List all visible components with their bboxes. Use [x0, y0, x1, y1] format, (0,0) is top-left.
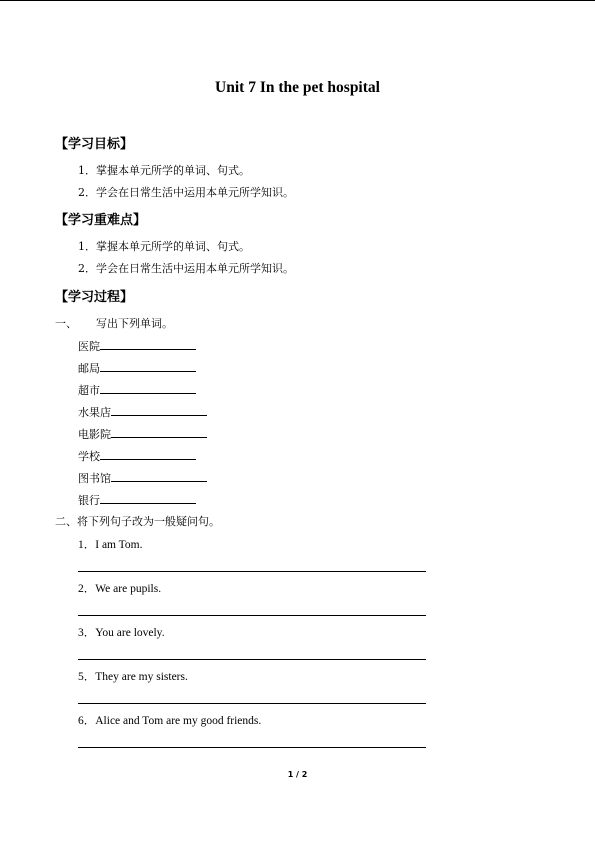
goal-item-2: 2．学会在日常生活中运用本单元所学知识。: [78, 186, 294, 199]
keypoints-heading: 【学习重难点】: [55, 213, 147, 228]
word-blank[interactable]: [100, 493, 196, 504]
page-number: 1 / 2: [287, 770, 308, 779]
word-label: 医院: [78, 340, 100, 353]
document-title: Unit 7 In the pet hospital: [215, 79, 380, 96]
word-blank[interactable]: [100, 339, 196, 350]
part1-number: 一、: [55, 317, 77, 330]
word-label: 超市: [78, 384, 100, 397]
word-item: [78, 405, 207, 420]
part2-instruction: 二、将下列句子改为一般疑问句。: [55, 515, 220, 528]
part1-instruction: 写出下列单词。: [96, 317, 173, 330]
answer-line[interactable]: [78, 615, 426, 616]
sentence-item: 1．I am Tom.: [78, 539, 143, 551]
word-label: 邮局: [78, 362, 100, 375]
word-item: [78, 427, 207, 442]
sentence-item: 2．We are pupils.: [78, 583, 162, 595]
sentence-item: 5．They are my sisters.: [78, 671, 188, 683]
process-heading: 【学习过程】: [55, 290, 134, 305]
word-blank[interactable]: [111, 405, 207, 416]
answer-line[interactable]: [78, 703, 426, 704]
word-blank[interactable]: [100, 449, 196, 460]
sentence-item: 3．You are lovely.: [78, 627, 165, 639]
word-item: [78, 383, 196, 398]
answer-line[interactable]: [78, 747, 426, 748]
page-top-border: [0, 0, 595, 1]
answer-line[interactable]: [78, 571, 426, 572]
goal-item-1: 1．掌握本单元所学的单词、句式。: [78, 164, 250, 177]
goals-heading: 【学习目标】: [55, 137, 134, 152]
sentence-item: 6．Alice and Tom are my good friends.: [78, 715, 262, 727]
word-label: 电影院: [78, 428, 111, 441]
word-label: 学校: [78, 450, 100, 463]
word-blank[interactable]: [111, 427, 207, 438]
word-label: 图书馆: [78, 472, 111, 485]
answer-line[interactable]: [78, 659, 426, 660]
keypoint-item-2: 2．学会在日常生活中运用本单元所学知识。: [78, 262, 294, 275]
word-blank[interactable]: [100, 361, 196, 372]
keypoint-item-1: 1．掌握本单元所学的单词、句式。: [78, 240, 250, 253]
word-item: [78, 339, 196, 354]
word-label: 水果店: [78, 406, 111, 419]
word-label: 银行: [78, 494, 100, 507]
word-item: [78, 471, 207, 486]
word-item: [78, 493, 196, 508]
word-item: [78, 449, 196, 464]
word-blank[interactable]: [111, 471, 207, 482]
word-blank[interactable]: [100, 383, 196, 394]
word-item: [78, 361, 196, 376]
